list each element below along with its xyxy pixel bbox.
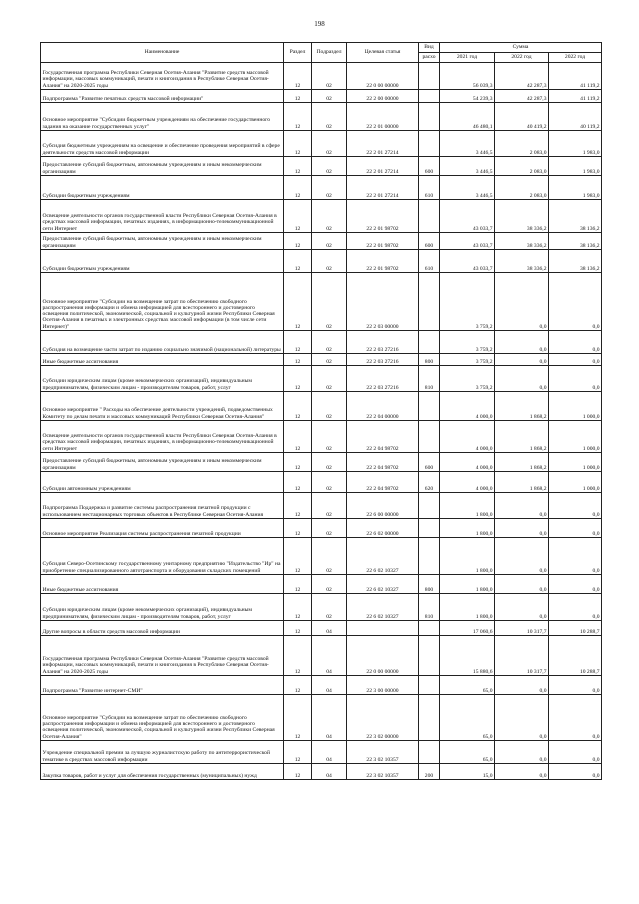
row-subsection: 04 <box>312 621 347 636</box>
row-type <box>419 519 440 538</box>
table-row <box>41 764 602 780</box>
row-article: 22 2 04 98702 <box>347 453 419 472</box>
row-name: Субсидия на возмещение части затрат по изданию социально значимой (национальной) литературы <box>41 331 284 354</box>
row-value-2022-b: 1 000,0 <box>549 472 602 493</box>
row-name: Подпрограмма "Развитие печатных средств массовой информации" <box>41 90 284 103</box>
row-value-2021: 1 800,0 <box>440 594 495 621</box>
table-row <box>41 594 602 621</box>
row-value-2021: 17 060,6 <box>440 621 495 636</box>
row-article: 22 2 01 27214 <box>347 176 419 200</box>
row-value-2021: 15,0 <box>440 764 495 780</box>
header-section: Раздел <box>284 43 312 63</box>
row-article: 22 3 00 00000 <box>347 676 419 695</box>
row-type <box>419 200 440 233</box>
page-number: 198 <box>314 20 325 28</box>
row-value-2022-a: 0,0 <box>495 493 549 519</box>
row-value-2022-b: 38 136,2 <box>549 233 602 250</box>
header-article: Целевая статья <box>347 43 419 63</box>
row-section: 12 <box>284 676 312 695</box>
row-subsection: 04 <box>312 676 347 695</box>
row-section: 12 <box>284 519 312 538</box>
row-value-2021: 1 800,0 <box>440 493 495 519</box>
row-subsection: 02 <box>312 233 347 250</box>
header-type-top: Вид <box>419 43 440 53</box>
row-value-2022-a: 10 317,7 <box>495 636 549 676</box>
row-section: 12 <box>284 621 312 636</box>
row-value-2021: 15 880,6 <box>440 636 495 676</box>
row-subsection: 02 <box>312 354 347 366</box>
table-row <box>41 538 602 575</box>
table-row <box>41 273 602 331</box>
row-section: 12 <box>284 472 312 493</box>
row-article: 22 3 02 10357 <box>347 741 419 764</box>
table-row <box>41 636 602 676</box>
table-row <box>41 392 602 421</box>
row-value-2021: 1 800,0 <box>440 519 495 538</box>
table-row <box>41 90 602 103</box>
row-value-2022-b: 10 288,7 <box>549 621 602 636</box>
row-subsection: 02 <box>312 519 347 538</box>
row-value-2021: 4 000,0 <box>440 472 495 493</box>
row-name: Подпрограмма Поддержка и развитие системы распространения печатной продукции с использованием нестационарных торговых объектов в Республике Северная Осетия-Алания <box>41 493 284 519</box>
row-subsection: 02 <box>312 90 347 103</box>
row-section: 12 <box>284 695 312 741</box>
table-row <box>41 366 602 392</box>
row-name: Государственная программа Республики Северная Осетия-Алания "Развитие средств массовой информации, массовых коммуникаций, печати и книгоиздания в Республике Северная Осетия-Алания" на 2020-2025 годы <box>41 63 284 90</box>
row-value-2022-a: 1 868,2 <box>495 392 549 421</box>
row-value-2022-a: 0,0 <box>495 354 549 366</box>
row-article: 22 6 02 10327 <box>347 538 419 575</box>
table-row <box>41 233 602 250</box>
row-value-2021: 3 446,5 <box>440 131 495 157</box>
row-subsection: 02 <box>312 392 347 421</box>
row-value-2022-a: 38 336,2 <box>495 250 549 273</box>
row-value-2022-b: 1 000,0 <box>549 421 602 453</box>
row-name: Освещение деятельности органов государственной власти Республики Северная Осетия-Алания в средствах массовой информации, печатных изданиях, в информационно-телекоммуникационной сети Интернет <box>41 200 284 233</box>
row-subsection: 02 <box>312 453 347 472</box>
table-row <box>41 621 602 636</box>
row-value-2021: 3 446,5 <box>440 176 495 200</box>
row-article: 22 2 03 27216 <box>347 354 419 366</box>
row-article: 22 6 02 10327 <box>347 594 419 621</box>
row-value-2021: 3 759,2 <box>440 354 495 366</box>
row-value-2022-b: 0,0 <box>549 538 602 575</box>
row-value-2022-b: 1 000,0 <box>549 453 602 472</box>
budget-table <box>40 42 602 780</box>
row-name: Субсидия бюджетным учреждениям на освещение и обеспечение проведения мероприятий в сфере деятельности средств массовой информации <box>41 131 284 157</box>
row-value-2022-a: 1 868,2 <box>495 421 549 453</box>
table-row <box>41 250 602 273</box>
row-article: 22 3 02 10357 <box>347 764 419 780</box>
row-type: 600 <box>419 233 440 250</box>
row-subsection: 04 <box>312 741 347 764</box>
row-name: Основное мероприятие "Субсидии на возмещение затрат по обеспечению свободного распространения информации и обмена информацией для всестороннего и достоверного освещения политической, экономической, социальной и культурной жизни Республики Северная Осетия-Алания" <box>41 695 284 741</box>
row-subsection: 02 <box>312 103 347 131</box>
table-header <box>41 43 602 63</box>
row-article: 22 2 04 00000 <box>347 392 419 421</box>
header-name: Наименование <box>41 43 284 63</box>
row-value-2021: 3 759,2 <box>440 331 495 354</box>
row-type: 810 <box>419 366 440 392</box>
row-subsection: 02 <box>312 176 347 200</box>
row-type: 800 <box>419 354 440 366</box>
row-section: 12 <box>284 90 312 103</box>
row-name: Иные бюджетные ассигнования <box>41 575 284 594</box>
row-article: 22 2 04 98702 <box>347 421 419 453</box>
row-name: Субсидии юридическим лицам (кроме некоммерческих организаций), индивидуальным предпринимателям, физическим лицам - производителям товаров, работ, услуг <box>41 594 284 621</box>
row-value-2022-a: 38 336,2 <box>495 200 549 233</box>
row-value-2022-a: 40 419,2 <box>495 103 549 131</box>
row-value-2022-b: 0,0 <box>549 493 602 519</box>
row-value-2021: 3 446,5 <box>440 157 495 176</box>
table-body <box>41 63 602 780</box>
row-type <box>419 493 440 519</box>
row-section: 12 <box>284 366 312 392</box>
row-value-2022-a: 0,0 <box>495 676 549 695</box>
table-row <box>41 453 602 472</box>
row-value-2022-b: 0,0 <box>549 676 602 695</box>
row-type <box>419 392 440 421</box>
row-name: Государственная программа Республики Северная Осетия-Алания "Развитие средств массовой информации, массовых коммуникаций, печати и книгоиздания в Республике Северная Осетия-Алания" на 2020-2025 годы <box>41 636 284 676</box>
row-type: 610 <box>419 250 440 273</box>
row-subsection: 02 <box>312 472 347 493</box>
row-type <box>419 63 440 90</box>
header-subsection: Подраздел <box>312 43 347 63</box>
row-section: 12 <box>284 421 312 453</box>
row-type <box>419 90 440 103</box>
row-article: 22 0 00 00000 <box>347 636 419 676</box>
row-type <box>419 636 440 676</box>
row-value-2022-a: 42 287,3 <box>495 63 549 90</box>
row-type <box>419 741 440 764</box>
row-type <box>419 538 440 575</box>
row-value-2022-b: 1 000,0 <box>549 392 602 421</box>
row-name: Другие вопросы в области средств массовой информации <box>41 621 284 636</box>
row-article: 22 6 00 00000 <box>347 493 419 519</box>
row-section: 12 <box>284 63 312 90</box>
row-subsection: 02 <box>312 594 347 621</box>
row-value-2022-b: 40 119,2 <box>549 103 602 131</box>
table-row <box>41 421 602 453</box>
row-type: 200 <box>419 764 440 780</box>
row-type: 800 <box>419 575 440 594</box>
row-name: Закупка товаров, работ и услуг для обеспечения государственных (муниципальных) нужд <box>41 764 284 780</box>
table-row <box>41 103 602 131</box>
row-value-2022-b: 0,0 <box>549 764 602 780</box>
row-section: 12 <box>284 273 312 331</box>
row-value-2021: 4 000,0 <box>440 453 495 472</box>
row-subsection: 02 <box>312 575 347 594</box>
table-row <box>41 331 602 354</box>
row-section: 12 <box>284 103 312 131</box>
header-year-2022-a: 2022 год <box>495 53 549 63</box>
row-article: 22 2 01 27214 <box>347 157 419 176</box>
row-name: Основное мероприятие Реализация системы распространения печатной продукции <box>41 519 284 538</box>
row-subsection: 02 <box>312 250 347 273</box>
row-type: 600 <box>419 453 440 472</box>
row-value-2021: 56 039,3 <box>440 63 495 90</box>
row-name: Основное мероприятие "Субсидии бюджетным учреждениям на обеспечение государственного задания на оказание государственных услуг" <box>41 103 284 131</box>
row-article: 22 6 02 00000 <box>347 519 419 538</box>
row-value-2022-a: 2 083,0 <box>495 131 549 157</box>
row-type <box>419 331 440 354</box>
row-value-2022-a: 0,0 <box>495 331 549 354</box>
row-type <box>419 695 440 741</box>
row-section: 12 <box>284 392 312 421</box>
row-section: 12 <box>284 157 312 176</box>
row-type: 620 <box>419 472 440 493</box>
row-value-2022-a: 0,0 <box>495 538 549 575</box>
row-value-2021: 3 759,2 <box>440 366 495 392</box>
row-value-2022-b: 41 119,2 <box>549 90 602 103</box>
row-value-2022-a: 0,0 <box>495 273 549 331</box>
row-subsection: 02 <box>312 131 347 157</box>
table-row <box>41 519 602 538</box>
row-value-2022-a: 0,0 <box>495 575 549 594</box>
table-row <box>41 741 602 764</box>
row-value-2021: 3 759,2 <box>440 273 495 331</box>
row-subsection: 02 <box>312 538 347 575</box>
row-name: Субсидии юридическим лицам (кроме некоммерческих организаций), индивидуальным предпринимателям, физическим лицам - производителям товаров, работ, услуг <box>41 366 284 392</box>
row-section: 12 <box>284 200 312 233</box>
row-article: 22 2 01 00000 <box>347 103 419 131</box>
row-value-2022-b: 38 136,2 <box>549 200 602 233</box>
row-subsection: 02 <box>312 331 347 354</box>
row-name: Иные бюджетные ассигнования <box>41 354 284 366</box>
row-article: 22 2 03 27216 <box>347 331 419 354</box>
row-value-2021: 65,0 <box>440 695 495 741</box>
row-name: Предоставление субсидий бюджетным, автономным учреждениям и иным некоммерческим организациям <box>41 233 284 250</box>
table-row <box>41 157 602 176</box>
row-value-2022-a: 0,0 <box>495 519 549 538</box>
row-value-2022-a: 42 287,3 <box>495 90 549 103</box>
row-value-2022-b: 0,0 <box>549 594 602 621</box>
row-subsection: 02 <box>312 63 347 90</box>
row-section: 12 <box>284 453 312 472</box>
row-value-2021: 43 033,7 <box>440 233 495 250</box>
row-value-2022-b: 38 136,2 <box>549 250 602 273</box>
row-name: Основное мероприятие "Субсидии на возмещение затрат по обеспечению свободного распространения информации и обмена информацией для всестороннего и достоверного освещения политической, экономической, социальной и культурной жизни Республики Северная Осетия-Алания в печатных и электронных средствах массовой информации (в том числе сети Интернет)" <box>41 273 284 331</box>
row-value-2022-a: 1 868,2 <box>495 472 549 493</box>
row-value-2022-b: 0,0 <box>549 575 602 594</box>
row-article: 22 2 01 98702 <box>347 250 419 273</box>
row-name: Субсидии бюджетным учреждениям <box>41 250 284 273</box>
row-value-2021: 1 800,0 <box>440 575 495 594</box>
row-name: Подпрограмма "Развитие интернет-СМИ" <box>41 676 284 695</box>
row-section: 12 <box>284 250 312 273</box>
table-row <box>41 63 602 90</box>
row-value-2021: 4 000,0 <box>440 421 495 453</box>
row-article: 22 2 04 98702 <box>347 472 419 493</box>
row-section: 12 <box>284 233 312 250</box>
row-value-2022-a: 0,0 <box>495 695 549 741</box>
row-name: Субсидии бюджетным учреждениям <box>41 176 284 200</box>
row-value-2022-b: 0,0 <box>549 741 602 764</box>
row-section: 12 <box>284 354 312 366</box>
row-article: 22 2 01 98702 <box>347 233 419 250</box>
row-subsection: 04 <box>312 695 347 741</box>
row-type: 610 <box>419 176 440 200</box>
row-value-2022-b: 1 983,0 <box>549 176 602 200</box>
row-section: 12 <box>284 594 312 621</box>
row-article: 22 2 00 00000 <box>347 90 419 103</box>
row-section: 12 <box>284 131 312 157</box>
row-name: Учреждение специальной премии за лучшую журналистскую работу по антитеррористической тематике в средствах массовой информации <box>41 741 284 764</box>
table-row <box>41 575 602 594</box>
row-type: 810 <box>419 594 440 621</box>
row-value-2022-a: 0,0 <box>495 594 549 621</box>
table-row <box>41 695 602 741</box>
row-type <box>419 676 440 695</box>
header-year-2021: 2021 год <box>440 53 495 63</box>
row-value-2021: 65,0 <box>440 741 495 764</box>
row-name: Субсидия Северо-Осетинскому государственному унитарному предприятию "Издательство "Ир" на приобретение специализированного автотранспорта и оборудования складских помещений <box>41 538 284 575</box>
row-value-2022-b: 1 983,0 <box>549 131 602 157</box>
row-value-2022-b: 41 119,2 <box>549 63 602 90</box>
row-name: Субсидии автономным учреждениям <box>41 472 284 493</box>
row-value-2022-a: 0,0 <box>495 366 549 392</box>
row-value-2021: 65,0 <box>440 676 495 695</box>
row-type <box>419 273 440 331</box>
table-row <box>41 472 602 493</box>
header-type-bottom: расхо <box>419 53 440 63</box>
row-name: Предоставление субсидий бюджетным, автономным учреждениям и иным некоммерческим организациям <box>41 157 284 176</box>
row-value-2022-a: 1 868,2 <box>495 453 549 472</box>
row-value-2022-b: 0,0 <box>549 331 602 354</box>
row-subsection: 04 <box>312 636 347 676</box>
row-value-2021: 43 033,7 <box>440 200 495 233</box>
table-row <box>41 676 602 695</box>
row-value-2022-a: 38 336,2 <box>495 233 549 250</box>
row-section: 12 <box>284 636 312 676</box>
row-value-2021: 4 000,0 <box>440 392 495 421</box>
row-article: 22 6 02 10327 <box>347 575 419 594</box>
row-type: 600 <box>419 157 440 176</box>
row-section: 12 <box>284 331 312 354</box>
table-row <box>41 131 602 157</box>
row-type <box>419 421 440 453</box>
row-value-2022-a: 2 083,0 <box>495 176 549 200</box>
row-type <box>419 621 440 636</box>
table-row <box>41 200 602 233</box>
row-section: 12 <box>284 741 312 764</box>
row-value-2022-b: 0,0 <box>549 273 602 331</box>
header-sum: Сумма <box>440 43 602 53</box>
row-section: 12 <box>284 493 312 519</box>
row-value-2022-a: 2 083,0 <box>495 157 549 176</box>
row-article: 22 3 02 00000 <box>347 695 419 741</box>
table-row <box>41 176 602 200</box>
row-subsection: 02 <box>312 273 347 331</box>
row-subsection: 02 <box>312 421 347 453</box>
row-value-2022-b: 10 288,7 <box>549 636 602 676</box>
row-article: 22 2 01 27214 <box>347 131 419 157</box>
row-value-2022-b: 0,0 <box>549 695 602 741</box>
row-subsection: 02 <box>312 366 347 392</box>
row-name: Предоставление субсидий бюджетным, автономным учреждениям и иным некоммерческим организациям <box>41 453 284 472</box>
row-value-2022-a: 0,0 <box>495 764 549 780</box>
row-subsection: 02 <box>312 200 347 233</box>
row-section: 12 <box>284 176 312 200</box>
row-value-2022-a: 10 317,7 <box>495 621 549 636</box>
row-article <box>347 621 419 636</box>
row-value-2022-b: 1 983,0 <box>549 157 602 176</box>
row-section: 12 <box>284 575 312 594</box>
row-subsection: 02 <box>312 493 347 519</box>
row-name: Основное мероприятие " Расходы на обеспечение деятельности учреждений, подведомственных Комитету по делам печати и массовых коммуникаций Республики Северная Осетия-Алания" <box>41 392 284 421</box>
row-subsection: 02 <box>312 157 347 176</box>
row-type <box>419 131 440 157</box>
row-value-2021: 46 480,1 <box>440 103 495 131</box>
table-row <box>41 354 602 366</box>
row-value-2021: 1 800,0 <box>440 538 495 575</box>
row-value-2022-b: 0,0 <box>549 354 602 366</box>
row-value-2021: 43 033,7 <box>440 250 495 273</box>
row-section: 12 <box>284 764 312 780</box>
row-article: 22 2 01 98702 <box>347 200 419 233</box>
row-value-2022-a: 0,0 <box>495 741 549 764</box>
row-subsection: 04 <box>312 764 347 780</box>
row-name: Освещение деятельности органов государственной власти Республики Северная Осетия-Алания в средствах массовой информации, печатных изданиях, в информационно-телекоммуникационной сети Интернет <box>41 421 284 453</box>
row-type <box>419 103 440 131</box>
row-value-2022-b: 0,0 <box>549 366 602 392</box>
row-article: 22 2 03 00000 <box>347 273 419 331</box>
header-year-2022-b: 2022 год <box>549 53 602 63</box>
row-value-2021: 54 239,3 <box>440 90 495 103</box>
row-article: 22 0 00 00000 <box>347 63 419 90</box>
row-article: 22 2 03 27216 <box>347 366 419 392</box>
row-section: 12 <box>284 538 312 575</box>
row-value-2022-b: 0,0 <box>549 519 602 538</box>
table-row <box>41 493 602 519</box>
